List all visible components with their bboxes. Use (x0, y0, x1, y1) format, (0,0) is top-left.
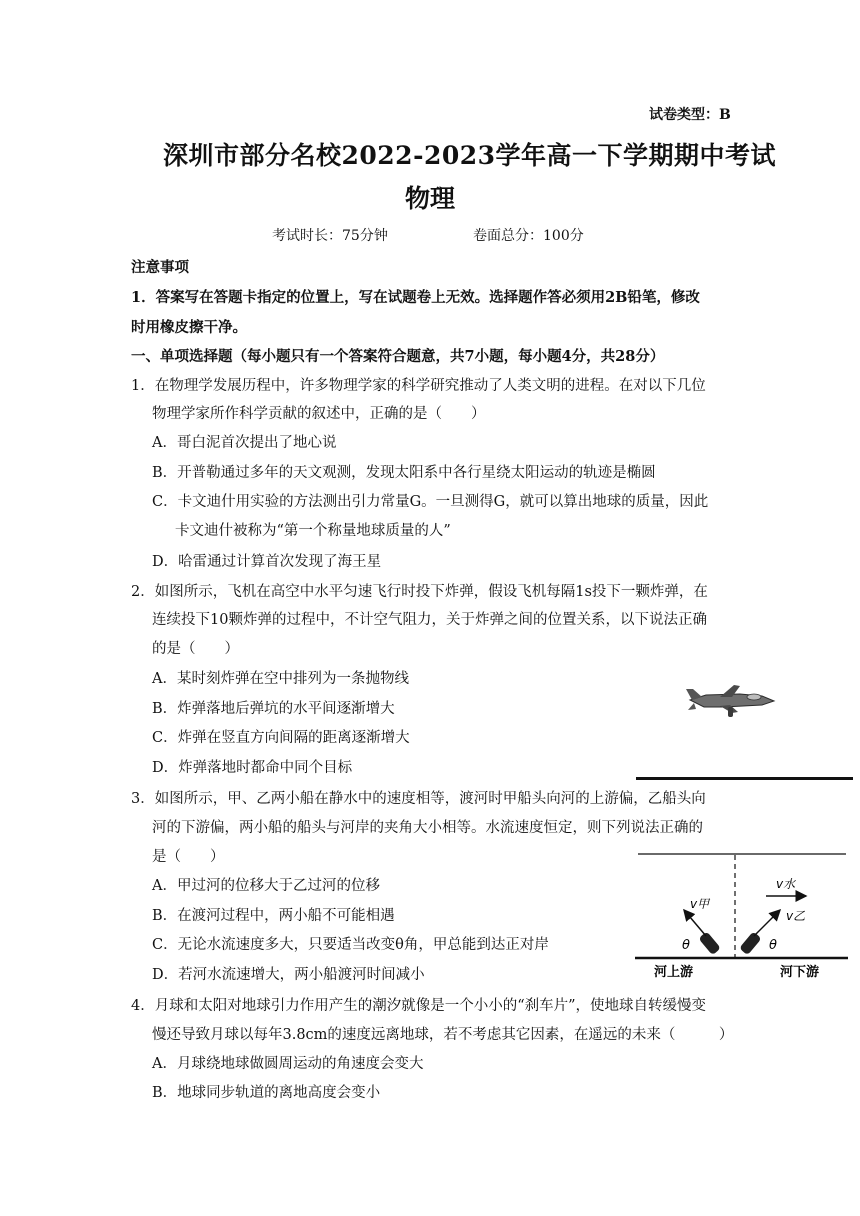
q3-option-c: C．无论水流速度多大，只要适当改变θ角，甲总能到达正对岸 (152, 937, 549, 953)
exam-duration: 考试时长：75分钟 (272, 228, 388, 244)
paper-type: 试卷类型：B (649, 107, 731, 123)
river-crossing-figure (630, 848, 852, 983)
boat-yi-icon (739, 931, 762, 955)
q4-stem-line-1: 4．月球和太阳对地球引力作用产生的潮汐就像是一个小小的“刹车片”，使地球自转缓慢变 (131, 998, 707, 1014)
notes-heading: 注意事项 (131, 259, 189, 276)
q1-option-c-line-2: 卡文迪什被称为“第一个称量地球质量的人” (175, 523, 451, 539)
q3-option-b: B．在渡河过程中，两小船不可能相遇 (152, 908, 395, 924)
q4-option-a: A．月球绕地球做圆周运动的角速度会变大 (152, 1056, 424, 1072)
q3-option-d: D．若河水流速增大，两小船渡河时间减小 (152, 967, 425, 983)
q2-option-a: A．某时刻炸弹在空中排列为一条抛物线 (152, 671, 409, 687)
downstream-label: 河下游 (780, 965, 820, 980)
theta-right-label: θ (769, 938, 777, 953)
notes-item-1-line-1: 1．答案写在答题卡指定的位置上，写在试题卷上无效。选择题作答必须用2B铅笔，修改 (131, 289, 700, 306)
ground-line (636, 777, 853, 780)
q1-option-c-line-1: C．卡文迪什用实验的方法测出引力常量G。一旦测得G，就可以算出地球的质量，因此 (152, 494, 709, 510)
total-score: 卷面总分：100分 (473, 228, 584, 244)
q2-stem-line-3: 的是（ ） (152, 641, 239, 657)
q2-stem-line-2: 连续投下10颗炸弹的过程中，不计空气阻力，关于炸弹之间的位置关系，以下说法正确 (152, 612, 707, 628)
q1-stem-line-2: 物理学家所作科学贡献的叙述中，正确的是（ ） (152, 406, 486, 422)
q2-stem-line-1: 2．如图所示，飞机在高空中水平匀速飞行时投下炸弹，假设飞机每隔1s投下一颗炸弹，在 (131, 584, 708, 600)
boat-jia-velocity-arrow (684, 910, 706, 936)
theta-left-label: θ (682, 938, 690, 953)
exam-title: 深圳市部分名校2022-2023学年高一下学期期中考试 (163, 141, 777, 170)
q1-option-d: D．哈雷通过计算首次发现了海王星 (152, 554, 382, 570)
bomb-icon (728, 707, 733, 717)
upstream-label: 河上游 (654, 965, 694, 980)
q2-option-c: C．炸弹在竖直方向间隔的距离逐渐增大 (152, 730, 410, 746)
airplane-figure (684, 680, 780, 724)
q4-option-b: B．地球同步轨道的离地高度会变小 (152, 1085, 381, 1101)
q3-stem-line-1: 3．如图所示，甲、乙两小船在静水中的速度相等，渡河时甲船头向河的上游偏，乙船头向 (131, 791, 706, 807)
airplane-icon (686, 685, 774, 717)
q3-stem-line-2: 河的下游偏，两小船的船头与河岸的夹角大小相等。水流速度恒定，则下列说法正确的 (152, 820, 703, 836)
notes-item-1-line-2: 时用橡皮擦干净。 (131, 319, 247, 336)
q4-stem-line-2: 慢还导致月球以每年3.8cm的速度远离地球，若不考虑其它因素，在遥远的未来（ ） (152, 1027, 734, 1043)
boat-yi-velocity-arrow (754, 910, 780, 936)
boat-jia-velocity-label: v甲 (690, 897, 710, 911)
q3-option-a: A．甲过河的位移大于乙过河的位移 (152, 878, 380, 894)
water-velocity-label: v水 (776, 877, 796, 891)
q3-stem-line-3: 是（ ） (152, 849, 225, 865)
q2-option-b: B．炸弹落地后弹坑的水平间逐渐增大 (152, 701, 395, 717)
boat-yi-velocity-label: v乙 (786, 909, 806, 923)
section-1-heading: 一、单项选择题（每小题只有一个答案符合题意，共7小题，每小题4分，共28分） (131, 348, 665, 365)
q2-option-d: D．炸弹落地时都命中同个目标 (152, 760, 353, 776)
q1-option-a: A．哥白泥首次提出了地心说 (152, 435, 337, 451)
q1-stem-line-1: 1．在物理学发展历程中，许多物理学家的科学研究推动了人类文明的进程。在对以下几位 (131, 378, 706, 394)
boat-jia-icon (698, 931, 721, 955)
subject-title: 物理 (405, 184, 456, 213)
q1-option-b: B．开普勒通过多年的天文观测，发现太阳系中各行星绕太阳运动的轨迹是椭圆 (152, 465, 656, 481)
